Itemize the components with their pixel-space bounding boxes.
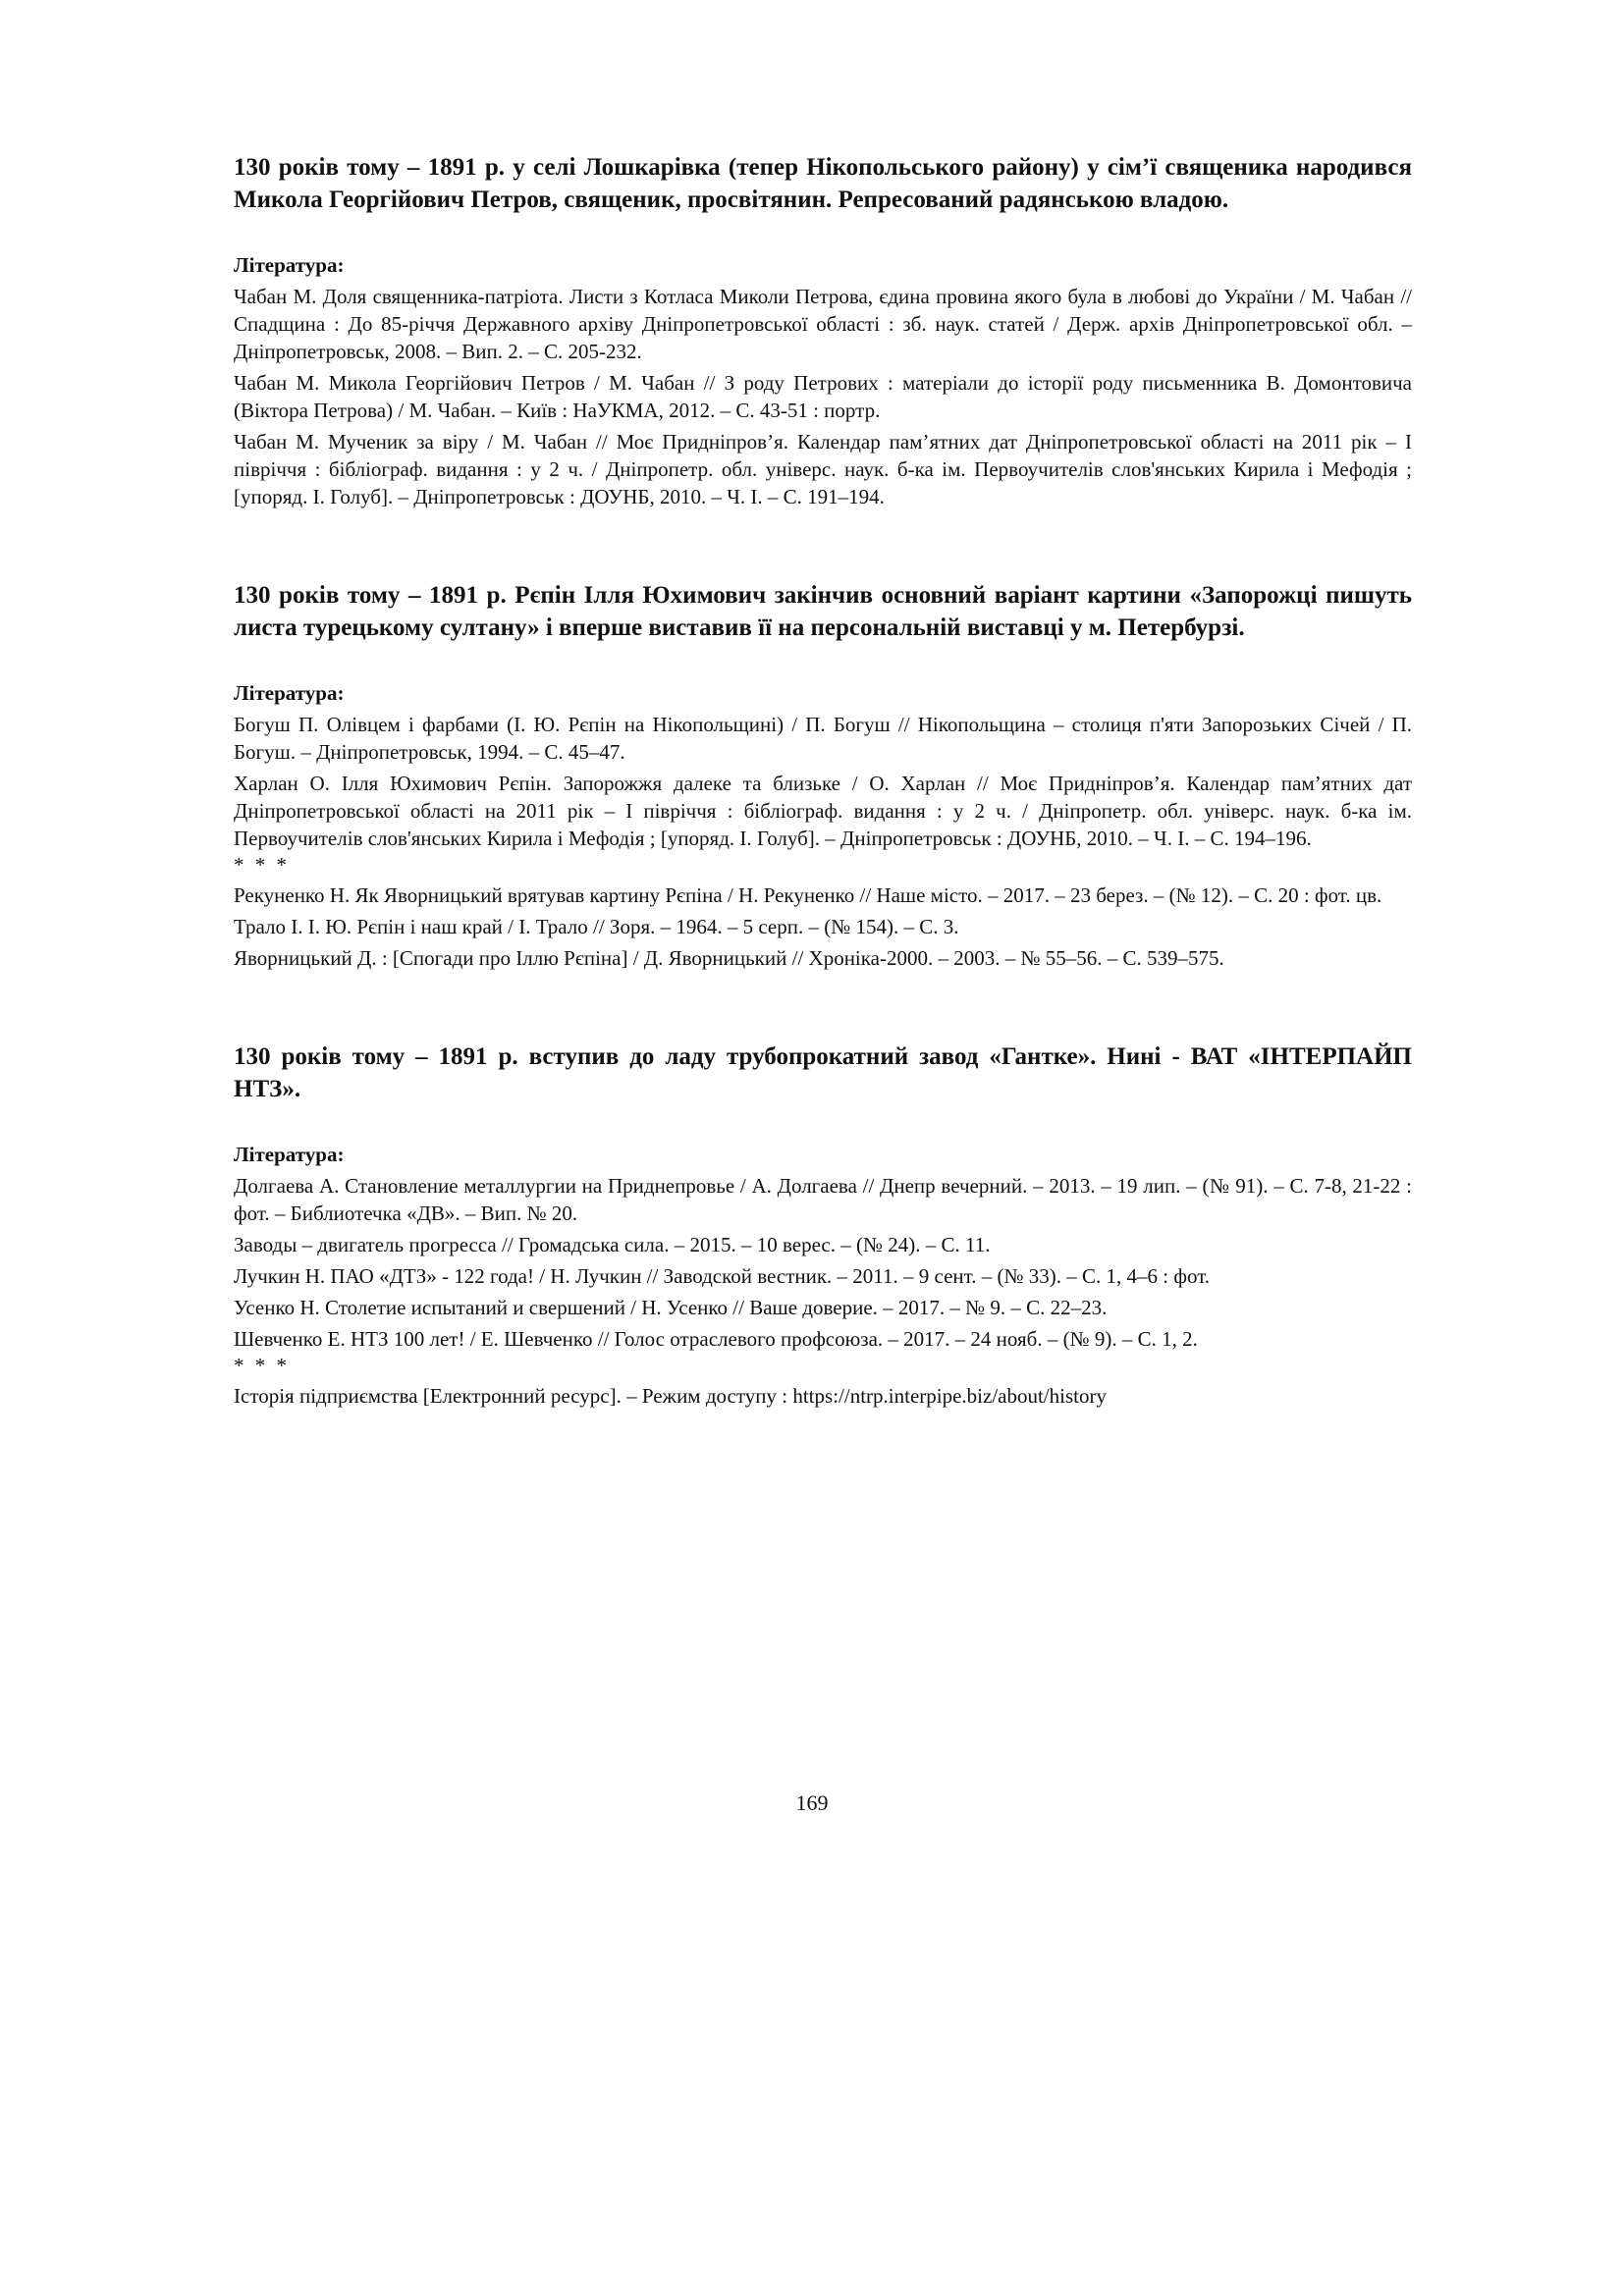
entry-heading: 130 років тому – 1891 р. у селі Лошкарівка (тепер Нікопольського району) у сім’ї священика народився Микола Георгійович Петров, священик, просвітянин. Репресований радянською владою.	[234, 154, 1412, 213]
reference-list	[234, 1172, 1412, 1410]
reference-item: Чабан М. Микола Георгійович Петров / М. Чабан // З роду Петрових : матеріали до історії роду письменника В. Домонтовича (Віктора Петрова) / М. Чабан. – Київ : НаУКМА, 2012. – С. 43-51 : портр.	[234, 371, 1412, 422]
page-number: 169	[795, 1790, 829, 1815]
reference-list	[234, 711, 1412, 972]
reference-item: Богуш П. Олівцем і фарбами (І. Ю. Рєпін на Нікопольщині) / П. Богуш // Нікопольщина – столиця п'яти Запорозьких Січей / П. Богуш. – Дніпропетровськ, 1994. – С. 45–47.	[234, 713, 1412, 764]
reference-item: Яворницький Д. : [Спогади про Іллю Рєпіна] / Д. Яворницький // Хроніка-2000. – 2003. – № 55–56. – С. 539–575.	[234, 946, 1224, 970]
entry-gantke	[234, 1041, 1412, 1410]
entry-heading: 130 років тому – 1891 р. вступив до ладу трубопрокатний завод «Гантке». Нині - ВАТ «ІНТЕРПАЙП НТЗ».	[234, 1043, 1412, 1102]
reference-item: Рекуненко Н. Як Яворницький врятував картину Рєпіна / Н. Рекуненко // Наше місто. – 2017. – 23 берез. – (№ 12). – С. 20 : фот. цв.	[234, 883, 1382, 907]
reference-item: Заводы – двигатель прогресса // Громадська сила. – 2015. – 10 верес. – (№ 24). – С. 11.	[234, 1233, 991, 1256]
reference-item: Харлан О. Ілля Юхимович Рєпін. Запорожжя далеке та близьке / О. Харлан // Моє Придніпров’я. Календар пам’ятних дат Дніпропетровської області на 2011 рік – І півріччя : бібліограф. видання : у 2 ч. / Дніпропетр. обл. універс. наук. б-ка ім. Первоучителів слов'янських Кирила і Мефодія ; [упоряд. І. Голуб]. – Дніпропетровськ : ДОУНБ, 2010. – Ч. І. – С. 194–196.	[234, 772, 1412, 850]
entry-petrov	[234, 151, 1412, 510]
literature-label: Література:	[234, 1143, 345, 1166]
page-content	[234, 151, 1412, 1414]
reference-item: Чабан М. Мученик за віру / М. Чабан // Моє Придніпров’я. Календар пам’ятних дат Дніпропетровської області на 2011 рік – І півріччя : бібліограф. видання : у 2 ч. / Дніпропетр. обл. універс. наук. б-ка ім. Первоучителів слов'янських Кирила і Мефодія ; [упоряд. І. Голуб]. – Дніпропетровськ : ДОУНБ, 2010. – Ч. І. – С. 191–194.	[234, 430, 1412, 508]
reference-item: Трало І. І. Ю. Рєпін і наш край / І. Трало // Зоря. – 1964. – 5 серп. – (№ 154). – С. 3.	[234, 915, 959, 938]
reference-item: Шевченко Е. НТЗ 100 лет! / Е. Шевченко // Голос отраслевого профсоюза. – 2017. – 24 нояб. – (№ 9). – С. 1, 2.	[234, 1327, 1198, 1351]
reference-item: Усенко Н. Столетие испытаний и свершений / Н. Усенко // Ваше доверие. – 2017. – № 9. – С. 22–23.	[234, 1296, 1108, 1319]
reference-item-link: Історія підприємства [Електронний ресурс]. – Режим доступу : https://ntrp.interpipe.biz/about/history	[234, 1384, 1107, 1408]
reference-list	[234, 283, 1412, 510]
section-separator: * * *	[234, 853, 290, 877]
reference-item: Долгаева А. Становление металлургии на Приднепровье / А. Долгаева // Днепр вечерний. – 2013. – 19 лип. – (№ 91). – С. 7-8, 21-22 : фот. – Библиотечка «ДВ». – Вип. № 20.	[234, 1174, 1412, 1225]
literature-label: Література:	[234, 681, 345, 705]
section-separator: * * *	[234, 1354, 290, 1377]
literature-label: Література:	[234, 253, 345, 277]
entry-heading: 130 років тому – 1891 р. Рєпін Ілля Юхимович закінчив основний варіант картини «Запорожці пишуть листа турецькому султану» і вперше виставив її на персональній виставці у м. Петербурзі.	[234, 582, 1412, 641]
entry-repin	[234, 579, 1412, 972]
reference-item: Чабан М. Доля священника-патріота. Листи з Котласа Миколи Петрова, єдина провина якого була в любові до України / М. Чабан // Спадщина : До 85-річчя Державного архіву Дніпропетровської області : зб. наук. статей / Держ. архів Дніпропетровської обл. – Дніпропетровськ, 2008. – Вип. 2. – С. 205-232.	[234, 285, 1412, 363]
reference-item: Лучкин Н. ПАО «ДТЗ» - 122 года! / Н. Лучкин // Заводской вестник. – 2011. – 9 сент. – (№ 33). – С. 1, 4–6 : фот.	[234, 1264, 1211, 1288]
